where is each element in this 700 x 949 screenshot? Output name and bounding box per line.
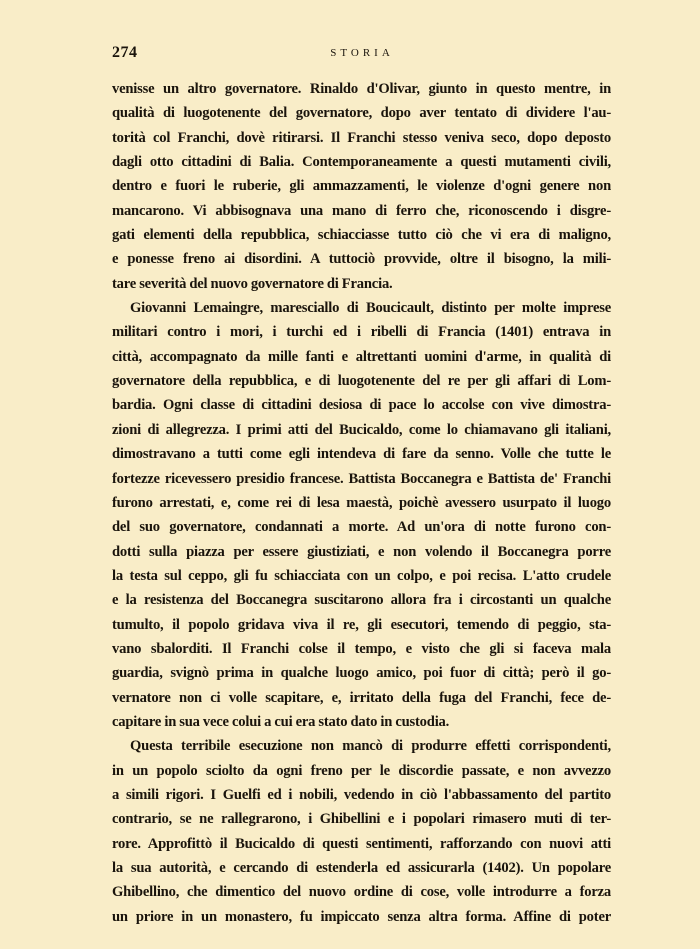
text-line: e ponesse freno ai disordini. A tuttociò provvide, oltre il bisogno, la mili- bbox=[112, 251, 611, 268]
text-line: tare severità del nuovo governatore di Francia. bbox=[112, 275, 393, 292]
text-line: bardia. Ogni classe di cittadini desiosa di pace lo accolse con vive dimostra- bbox=[112, 397, 611, 414]
text-line: gati elementi della repubblica, schiacciasse tutto ciò che vi era di maligno, bbox=[112, 227, 611, 244]
text-line: militari contro i mori, i turchi ed i ribelli di Francia (1401) entrava in bbox=[112, 324, 611, 341]
text-line: qualità di luogotenente del governatore, dopo aver tentato di dividere l'au- bbox=[112, 105, 611, 122]
paragraphs bbox=[112, 77, 611, 929]
text-line: guardia, svignò prima in qualche luogo amico, poi fuor di città; però il go- bbox=[112, 665, 611, 682]
text-line: Giovanni Lemaingre, maresciallo di Boucicault, distinto per molte imprese bbox=[130, 300, 611, 317]
text-line: dotti sulla piazza per essere giustiziati, e non volendo il Boccanegra porre bbox=[112, 543, 611, 560]
text-line: e la resistenza del Boccanegra suscitarono allora fra i circostanti un qualche bbox=[112, 592, 611, 609]
text-line: a simili rigori. I Guelfi ed i nobili, vedendo in ciò l'abbassamento del partito bbox=[112, 786, 611, 803]
text-line: la testa sul ceppo, gli fu schiacciata con un colpo, e poi recisa. L'atto crudele bbox=[112, 567, 611, 584]
text-line: torità col Franchi, dovè ritirarsi. Il Franchi stesso veniva seco, dopo deposto bbox=[112, 129, 611, 146]
text-line: furono arrestati, e, come rei di lesa maestà, poichè avessero usurpato il luogo bbox=[112, 494, 611, 511]
text-line: fortezze ricevessero presidio francese. Battista Boccanegra e Battista de' Franchi bbox=[112, 470, 611, 487]
text-line: rore. Approfittò il Bucicaldo di questi sentimenti, rafforzando con nuovi atti bbox=[112, 835, 611, 852]
text-line: dimostravano a tutti come egli intendeva di fare da senno. Volle che tutte le bbox=[112, 446, 611, 463]
text-line: del suo governatore, condannati a morte. Ad un'ora di notte furono con- bbox=[112, 519, 611, 536]
paragraph bbox=[112, 296, 611, 734]
page-number: 274 bbox=[112, 44, 138, 61]
text-line: governatore della repubblica, e di luogotenente del re per gli affari di Lom- bbox=[112, 373, 611, 390]
text-line: tumulto, il popolo gridava viva il re, gli esecutori, temendo di peggio, sta- bbox=[112, 616, 611, 633]
text-line: Ghibellino, che dimentico del nuovo ordine di cose, volle introdurre a forza bbox=[112, 884, 611, 901]
text-line: zioni di allegrezza. I primi atti del Bucicaldo, come lo chiamavano gli italiani, bbox=[112, 421, 611, 438]
text-line: Questa terribile esecuzione non mancò di produrre effetti corrispondenti, bbox=[130, 738, 611, 755]
text-line: capitare in sua vece colui a cui era stato dato in custodia. bbox=[112, 713, 450, 730]
text-line: un priore in un monastero, fu impiccato senza altra forma. Affine di poter bbox=[112, 908, 611, 925]
text-line: mancarono. Vi abbisognava una mano di ferro che, riconoscendo i disgre- bbox=[112, 202, 611, 219]
running-head: STORIA bbox=[330, 47, 394, 59]
text-line: città, accompagnato da mille fanti e altrettanti uomini d'arme, in qualità di bbox=[112, 348, 611, 365]
text-line: la sua autorità, e cercando di estenderla ed assicurarla (1402). Un popolare bbox=[112, 860, 611, 876]
body-text bbox=[112, 77, 611, 929]
text-line: vano sbalorditi. Il Franchi colse il tempo, e visto che gli si faceva mala bbox=[112, 640, 611, 657]
text-line: in un popolo sciolto da ogni freno per le discordie passate, e non avvezzo bbox=[112, 762, 611, 779]
text-line: dagli otto cittadini di Balia. Contemporaneamente a questi mutamenti civili, bbox=[112, 154, 611, 171]
text-line: venisse un altro governatore. Rinaldo d'Olivar, giunto in questo mentre, in bbox=[112, 81, 611, 97]
text-line: contrario, se ne rallegrarono, i Ghibellini e i popolari rimasero muti di ter- bbox=[112, 811, 611, 828]
text-line: dentro e fuori le ruberie, gli ammazzamenti, le violenze d'ogni genere non bbox=[112, 178, 611, 195]
text-line: vernatore non ci volle scapitare, e, irritato della fuga del Franchi, fece de- bbox=[112, 689, 611, 706]
page-header bbox=[112, 44, 612, 64]
paragraph bbox=[112, 77, 611, 296]
paragraph bbox=[112, 734, 611, 929]
